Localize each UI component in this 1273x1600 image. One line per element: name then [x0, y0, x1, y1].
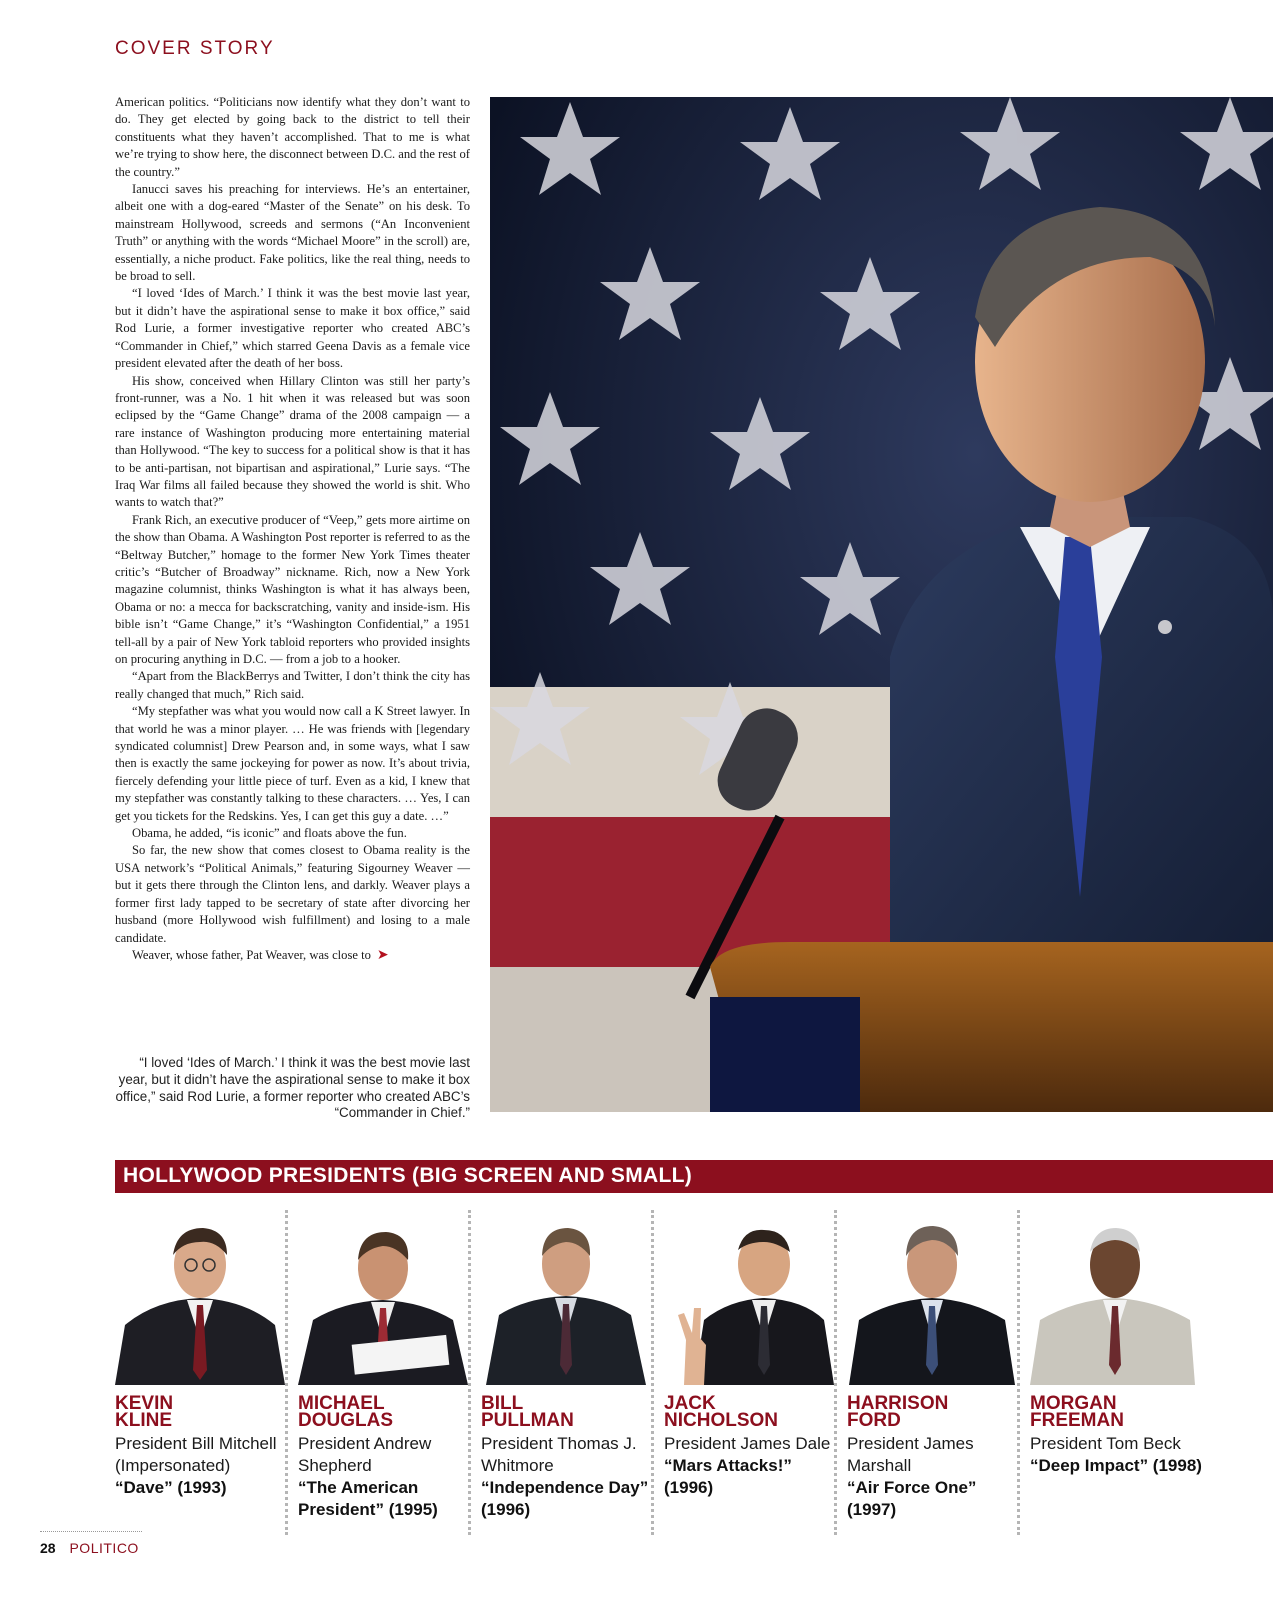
card-divider: [651, 1210, 654, 1535]
portrait-jack-nicholson: [664, 1220, 834, 1385]
article-paragraph: “Apart from the BlackBerrys and Twitter, I don’t think the city has really changed that much,” Rich said.: [115, 669, 470, 701]
portrait-morgan-freeman: [1030, 1220, 1200, 1385]
president-film: “Dave” (1993): [115, 1478, 227, 1497]
card-divider: [468, 1210, 471, 1535]
page-number: 28: [40, 1540, 56, 1556]
article-paragraph: Obama, he added, “is iconic” and floats above the fun.: [132, 826, 407, 841]
president-name: [1030, 1395, 1205, 1429]
card-divider: [1017, 1210, 1020, 1535]
president-role-text: President James Marshall: [847, 1434, 974, 1475]
pull-quote: “I loved ‘Ides of March.’ I think it was the best movie last year, but it didn’t have the aspirational sense to make it box office,” said Rod Lurie, a former reporter who created ABC’s “Commander in Chief.”: [115, 1055, 470, 1121]
president-name: [847, 1395, 1022, 1429]
portrait-michael-douglas: [298, 1220, 468, 1385]
president-film: “Mars Attacks!” (1996): [664, 1456, 792, 1497]
article-paragraph: “My stepfather was what you would now call a K Street lawyer. In that world he was a minor player. … He was friends with [legendary syndicated columnist] Drew Pearson and, in some ways, what I saw then is exactly the same jockeying for power as now. It’s about trivia, fiercely defending your little piece of turf. Even as a kid, I knew that my stepfather was constantly talking to these characters. … Yes, I can get you tickets for the Redskins. Yes, I can get this guy a date. …”: [115, 704, 470, 823]
footer-rule: [40, 1531, 142, 1532]
president-role: [847, 1433, 1022, 1521]
president-role-text: President James Dale: [664, 1434, 831, 1453]
article-paragraph-last: [115, 947, 470, 964]
article-body: [115, 94, 470, 964]
president-role: [664, 1433, 839, 1499]
president-last-name: KLINE: [115, 1410, 172, 1431]
president-last-name: NICHOLSON: [664, 1410, 778, 1431]
article-paragraph-text: Weaver, whose father, Pat Weaver, was close to: [132, 947, 371, 962]
president-last-name: DOUGLAS: [298, 1410, 393, 1431]
president-last-name: PULLMAN: [481, 1410, 574, 1431]
president-name: [481, 1395, 656, 1429]
president-role-text: President Andrew Shepherd: [298, 1434, 432, 1475]
president-last-name: FORD: [847, 1410, 901, 1431]
article-paragraph: So far, the new show that comes closest to Obama reality is the USA network’s “Political Animals,” featuring Sigourney Weaver — but it gets there through the Clinton lens, and darkly. Weaver plays a former first lady tapped to be secretary of state after divorcing her husband (more Hollywood wish fulfillment) and losing to a male candidate.: [115, 843, 470, 945]
president-film: “Deep Impact” (1998): [1030, 1456, 1202, 1475]
hero-photo: [490, 97, 1273, 1112]
president-card: [847, 1210, 1017, 1540]
article-paragraph: Frank Rich, an executive producer of “Veep,” gets more airtime on the show than Obama. A Washington Post reporter is referred to as the “Beltway Butcher,” homage to the former New York Times theater critic’s “Butcher of Broadway” nickname. Rich, now a New York magazine columnist, thinks Washington is what it has always been, Obama or no: a mecca for backscratching, vanity and inside-ism. His bible isn’t “Game Change,” it’s “Washington Confidential,” a 1951 tell-all by a pair of New York tabloid reporters who provided insights on procuring anything in D.C. — from a job to a hooker.: [115, 512, 470, 666]
president-name: [664, 1395, 839, 1429]
article-paragraph: Ianucci saves his preaching for interviews. He’s an entertainer, albeit one with a dog-eared “Master of the Senate” on his desk. To mainstream Hollywood, screeds and sermons (“An Inconvenient Truth” or anything with the words “Michael Moore” in the scroll) are, essentially, a niche product. Fake politics, like the real thing, needs to be broad to sell.: [115, 182, 470, 284]
president-first-name: BILL: [481, 1393, 524, 1414]
presidents-row: [115, 1210, 1273, 1540]
portrait-harrison-ford: [847, 1220, 1017, 1385]
president-role: [481, 1433, 656, 1521]
president-card: [298, 1210, 468, 1540]
continue-arrow-icon[interactable]: ➤: [376, 947, 389, 963]
president-last-name: FREEMAN: [1030, 1410, 1124, 1431]
president-role: [115, 1433, 290, 1499]
president-role-text: President Tom Beck: [1030, 1434, 1181, 1453]
president-first-name: JACK: [664, 1393, 716, 1414]
portrait-bill-pullman: [481, 1220, 651, 1385]
podium: [710, 942, 1273, 1112]
president-role: [298, 1433, 473, 1521]
president-film: “Air Force One” (1997): [847, 1478, 977, 1519]
president-card: [1030, 1210, 1200, 1540]
card-divider: [285, 1210, 288, 1535]
article-paragraph: His show, conceived when Hillary Clinton was still her party’s front-runner, was a No. 1 hit when it was released but was soon eclipsed by the “Game Change” drama of the 2008 campaign — a rare instance of Washington producing more entertaining material than Hollywood. “The key to success for a political show is that it has to be anti-partisan, not bipartisan and aspirational,” Lurie says. “The Iraq War films all failed because they showed the world is shit. Who wants to watch that?”: [115, 373, 470, 510]
page-footer: [40, 1540, 139, 1556]
president-film: “The American President” (1995): [298, 1478, 438, 1519]
president-card: [664, 1210, 834, 1540]
president-name: [298, 1395, 473, 1429]
sidebar-header-bar: [115, 1160, 1273, 1193]
card-divider: [834, 1210, 837, 1535]
president-role-text: President Thomas J. Whitmore: [481, 1434, 637, 1475]
article-paragraph: American politics. “Politicians now identify what they don’t want to do. They get elected by going back to the district to tell their constituents what they haven’t accomplished. That to me is what we’re trying to show here, the disconnect between D.C. and the rest of the country.”: [115, 95, 470, 179]
president-card: [115, 1210, 285, 1540]
portrait-kevin-kline: [115, 1220, 285, 1385]
sidebar-title: HOLLYWOOD PRESIDENTS (BIG SCREEN AND SMALL): [123, 1164, 693, 1187]
article-paragraph: “I loved ‘Ides of March.’ I think it was the best movie last year, but it didn’t have the aspirational sense to make it box office,” said Rod Lurie, a former investigative reporter who created ABC’s “Commander in Chief,” which starred Geena Davis as a female vice president elevated after the death of her boss.: [115, 286, 470, 371]
president-card: [481, 1210, 651, 1540]
president-film: “Independence Day” (1996): [481, 1478, 649, 1519]
president-first-name: MICHAEL: [298, 1393, 385, 1414]
president-role: [1030, 1433, 1205, 1477]
section-label: COVER STORY: [115, 38, 275, 59]
president-first-name: MORGAN: [1030, 1393, 1117, 1414]
president-name: [115, 1395, 290, 1429]
publication-name[interactable]: POLITICO: [69, 1540, 139, 1556]
president-role-text: President Bill Mitchell (Impersonated): [115, 1434, 277, 1475]
president-first-name: HARRISON: [847, 1393, 949, 1414]
hero-photo-illustration: [490, 97, 1273, 1112]
president-first-name: KEVIN: [115, 1393, 174, 1414]
